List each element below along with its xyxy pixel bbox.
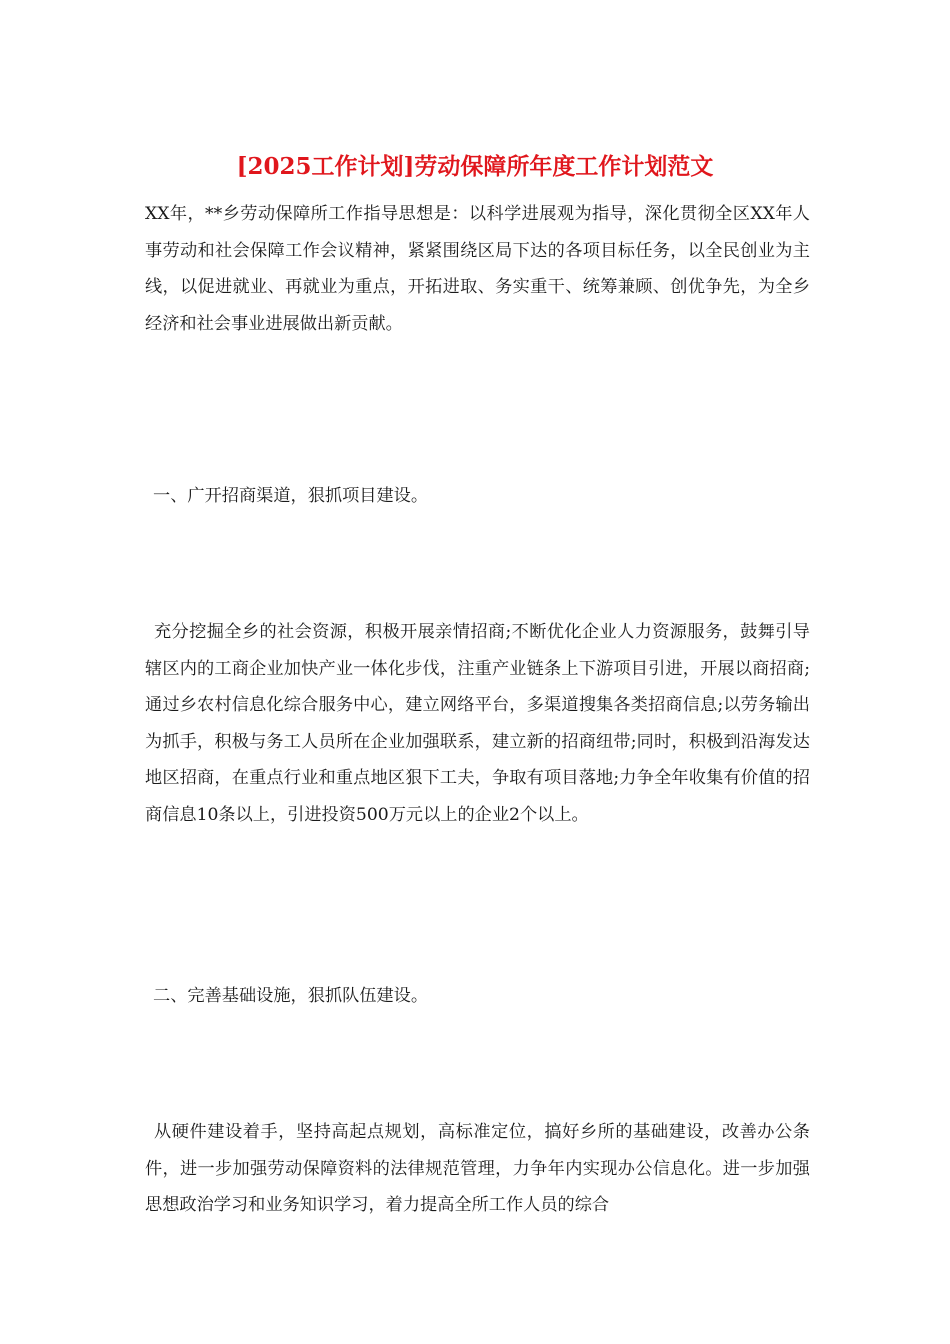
section-2-heading: 二、完善基础设施，狠抓队伍建设。 — [153, 986, 429, 1006]
section-1-body: 充分挖掘全乡的社会资源，积极开展亲情招商;不断优化企业人力资源服务，鼓舞引导辖区内的工商企业加快产业一体化步伐，注重产业链条上下游项目引进，开展以商招商;通过乡农村信息化综合服务中心，建立网络平台，多渠道搜集各类招商信息;以劳务输出为抓手，积极与务工人员所在企业加强联系，建立新的招商纽带;同时，积极到沿海发达地区招商，在重点行业和重点地区狠下工夫，争取有项目落地;力争全年收集有价值的招商信息10条以上，引进投资500万元以上的企业2个以上。 — [145, 622, 810, 825]
intro-paragraph: XX年，**乡劳动保障所工作指导思想是：以科学进展观为指导，深化贯彻全区XX年人事劳动和社会保障工作会议精神，紧紧围绕区局下达的各项目标任务，以全民创业为主线，以促进就业、再就业为重点，开拓进取、务实重干、统筹兼顾、创优争先，为全乡经济和社会事业进展做出新贡献。 — [145, 204, 810, 334]
section-2-body: 从硬件建设着手，坚持高起点规划，高标准定位，搞好乡所的基础建设，改善办公条件，进一步加强劳动保障资料的法律规范管理，力争年内实现办公信息化。进一步加强思想政治学习和业务知识学习，着力提高全所工作人员的综合 — [145, 1122, 810, 1215]
document-title: [2025工作计划]劳动保障所年度工作计划范文 — [236, 153, 714, 180]
section-1-heading: 一、广开招商渠道，狠抓项目建设。 — [153, 486, 429, 506]
